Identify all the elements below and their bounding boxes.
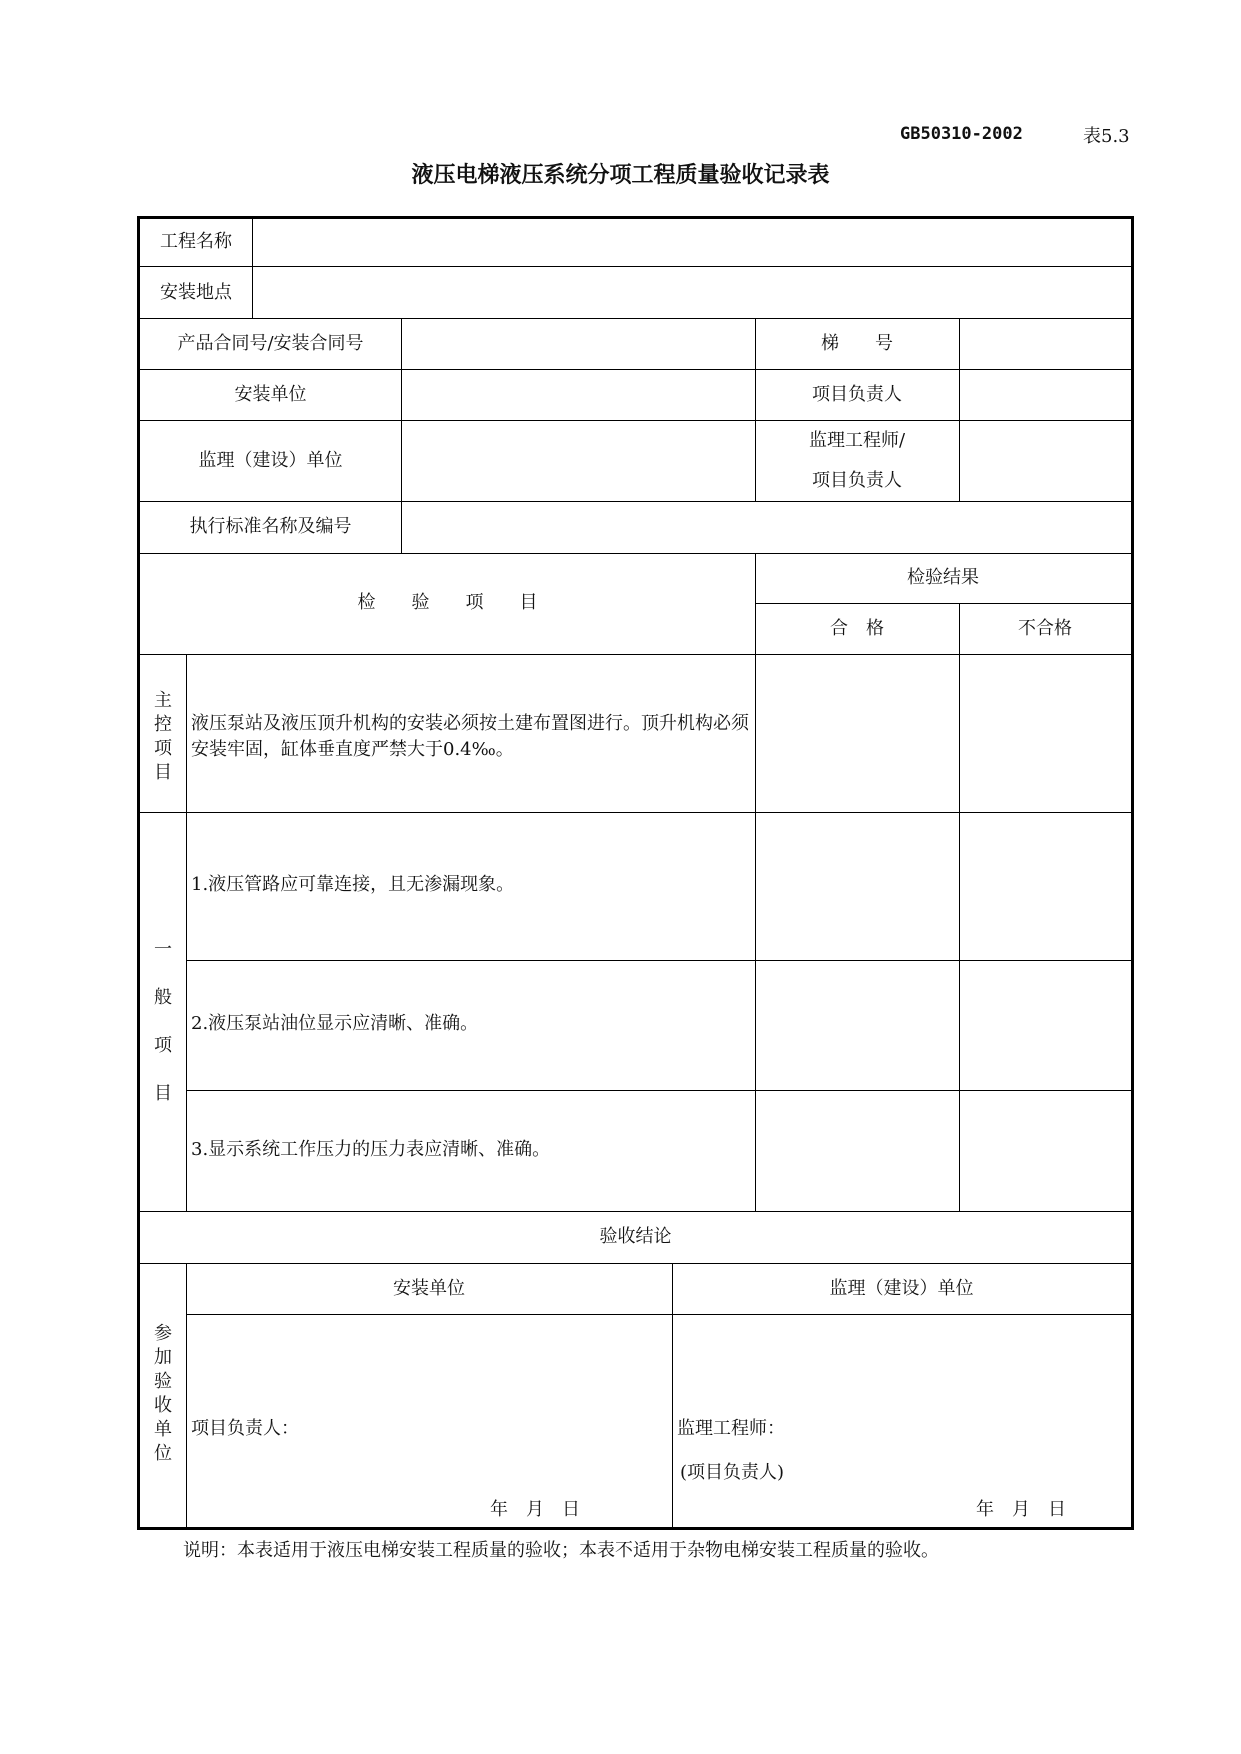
acceptance-conclusion-label: 验收结论	[599, 1226, 672, 1247]
row-divider	[140, 1263, 1131, 1264]
supervisor-label-line2: 项目负责人	[812, 470, 902, 491]
row-divider	[140, 553, 1131, 554]
col-divider	[755, 553, 756, 1211]
col-divider	[959, 318, 960, 501]
supervision-unit-column-header: 监理（建设）单位	[829, 1278, 974, 1299]
project-leader-label: 项目负责人	[812, 384, 902, 405]
footnote: 说明：本表适用于液压电梯安装工程质量的验收；本表不适用于杂物电梯安装工程质量的验收。	[183, 1540, 939, 1561]
fail-header: 不合格	[1018, 618, 1072, 639]
row-divider	[140, 501, 1131, 502]
col-divider	[186, 654, 187, 1211]
acceptance-form	[137, 216, 1134, 1530]
row-divider	[140, 369, 1131, 370]
page-title: 液压电梯液压系统分项工程质量验收记录表	[411, 163, 830, 188]
standard-name-label: 执行标准名称及编号	[189, 516, 352, 537]
inspection-result-header: 检验结果	[907, 567, 979, 588]
general-item-2: 2.液压泵站油位显示应清晰、准确。	[191, 1013, 479, 1034]
elevator-no-label: 梯 号	[821, 333, 893, 354]
supervisor-signature: 监理工程师：	[677, 1418, 785, 1439]
row-divider	[140, 1211, 1131, 1212]
supervisor-label-line1: 监理工程师/	[808, 430, 906, 451]
row-divider	[140, 318, 1131, 319]
row-divider	[140, 812, 1131, 813]
general-item-3: 3.显示系统工作压力的压力表应清晰、准确。	[191, 1139, 551, 1160]
row-divider	[140, 654, 1131, 655]
main-control-label: 主控项目	[154, 690, 172, 783]
col-divider	[252, 219, 253, 318]
row-divider	[186, 1314, 1131, 1315]
general-item-1: 1.液压管路应可靠连接，且无渗漏现象。	[191, 874, 515, 895]
row-divider	[186, 1090, 1131, 1091]
install-unit-column-header: 安装单位	[393, 1278, 465, 1299]
col-divider	[959, 603, 960, 1211]
row-divider	[755, 603, 1131, 604]
row-divider	[140, 266, 1131, 267]
contract-no-label: 产品合同号/安装合同号	[177, 333, 364, 354]
install-location-label: 安装地点	[160, 282, 232, 303]
standard-code: GB50310-2002	[900, 124, 1023, 144]
supervision-unit-label: 监理（建设）单位	[198, 450, 343, 471]
row-divider	[186, 960, 1131, 961]
project-name-label: 工程名称	[160, 231, 232, 252]
main-control-text: 液压泵站及液压顶升机构的安装必须按土建布置图进行。顶升机构必须安装牢固，缸体垂直度严禁大于0.4‰。	[191, 713, 749, 760]
supervisor-signature-sub: (项目负责人)	[680, 1462, 785, 1483]
install-date: 年 月 日	[490, 1499, 580, 1520]
table-number: 表5.3	[1083, 126, 1130, 147]
col-divider	[186, 1263, 187, 1527]
supervision-date: 年 月 日	[976, 1499, 1066, 1520]
pass-header: 合 格	[830, 618, 884, 639]
participants-label: 参加验收单位	[154, 1323, 172, 1464]
project-leader-signature: 项目负责人：	[191, 1418, 299, 1439]
col-divider	[672, 1263, 673, 1527]
inspection-items-header: 检 验 项 目	[357, 592, 538, 613]
install-unit-label: 安装单位	[234, 384, 307, 405]
general-items-label: 一般项目	[154, 939, 172, 1104]
row-divider	[140, 420, 1131, 421]
col-divider	[401, 318, 402, 553]
